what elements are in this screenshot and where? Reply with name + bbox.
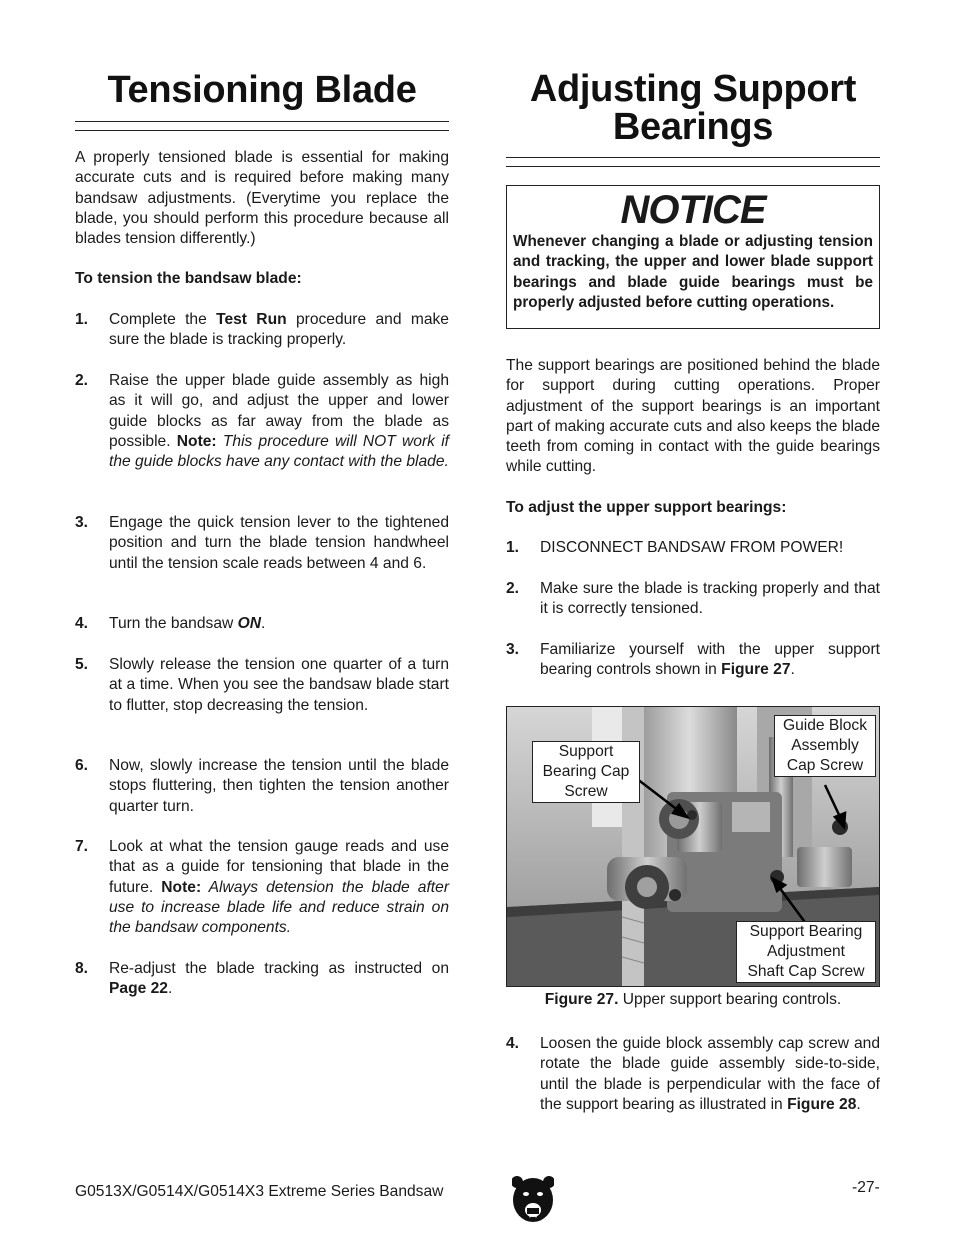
title-rule-bottom bbox=[75, 130, 449, 131]
title-rule-top bbox=[506, 157, 880, 158]
step-item bbox=[75, 959, 449, 1000]
step-item bbox=[75, 371, 449, 472]
step-item bbox=[75, 614, 449, 634]
notice-box bbox=[506, 185, 880, 329]
step-number: 8. bbox=[75, 960, 89, 977]
notice-body: Whenever changing a blade or adjusting tension and tracking, the upper and lower blade support bearings and blade guide bearings must be properly adjusted before cutting operations. bbox=[513, 233, 873, 311]
figure-27-photo bbox=[506, 706, 880, 987]
callout-support-bearing-cap-screw: Support Bearing Cap Screw bbox=[532, 741, 640, 803]
title-rule-top bbox=[75, 121, 449, 122]
figure-caption: Figure 27. Upper support bearing controls. bbox=[544, 991, 842, 1008]
step-number: 3. bbox=[506, 641, 520, 658]
step-item bbox=[75, 756, 449, 817]
step-number: 2. bbox=[506, 580, 520, 597]
step-number: 4. bbox=[506, 1035, 520, 1052]
step-text: Re-adjust the blade tracking as instructed on Page 22. bbox=[109, 960, 449, 998]
procedure-heading: To tension the bandsaw blade: bbox=[75, 270, 302, 287]
section-title-tensioning: Tensioning Blade bbox=[107, 69, 417, 111]
step-number: 1. bbox=[506, 539, 520, 556]
page-number: -27- bbox=[852, 1179, 880, 1196]
step-number: 1. bbox=[75, 311, 89, 328]
step-text: Raise the upper blade guide assembly as high as it will go, and adjust the upper and lower guide blocks as far away from the blade as possible. Note: This procedure will NOT work if the guide blocks have any contact with the blade. bbox=[109, 372, 449, 471]
step-item bbox=[506, 579, 880, 620]
step-item bbox=[75, 310, 449, 351]
step-number: 3. bbox=[75, 514, 89, 531]
step-text: Familiarize yourself with the upper support bearing controls shown in Figure 27. bbox=[540, 641, 880, 679]
step-item bbox=[75, 837, 449, 938]
title-rule-bottom bbox=[506, 166, 880, 167]
intro-paragraph: The support bearings are positioned behind the blade for support during cutting operations. Proper adjustment of the support bearings is an important part of making accurate cuts and also keeps the blade teeth from coming in contact with the guide bearings while cutting. bbox=[506, 357, 880, 476]
step-text: Slowly release the tension one quarter of a turn at a time. When you see the bandsaw blade start to flutter, stop decreasing the tension. bbox=[109, 656, 449, 714]
step-text: DISCONNECT BANDSAW FROM POWER! bbox=[540, 539, 844, 556]
step-item bbox=[506, 1034, 880, 1115]
section-title-support-bearings: Adjusting Support Bearings bbox=[529, 68, 857, 148]
step-item bbox=[75, 655, 449, 716]
step-text: Make sure the blade is tracking properly and that it is correctly tensioned. bbox=[540, 580, 880, 618]
step-number: 2. bbox=[75, 372, 89, 389]
step-text: Complete the Test Run procedure and make sure the blade is tracking properly. bbox=[109, 311, 449, 349]
callout-adjustment-shaft-cap-screw: Support Bearing Adjustment Shaft Cap Screw bbox=[736, 921, 876, 983]
step-text: Loosen the guide block assembly cap screw and rotate the blade guide assembly side-to-side, until the blade is perpendicular with the face of the support bearing as illustrated in Figure 28. bbox=[540, 1035, 880, 1113]
step-item bbox=[506, 538, 880, 558]
step-number: 7. bbox=[75, 838, 89, 855]
step-number: 5. bbox=[75, 656, 89, 673]
step-number: 6. bbox=[75, 757, 89, 774]
step-text: Look at what the tension gauge reads and use that as a guide for tensioning that blade in the future. Note: Always detension the blade after use to increase blade life and reduce strain on the bandsaw components. bbox=[109, 838, 450, 937]
footer-model: G0513X/G0514X/G0514X3 Extreme Series Bandsaw bbox=[75, 1183, 444, 1200]
step-text: Turn the bandsaw ON. bbox=[109, 615, 266, 632]
intro-paragraph: A properly tensioned blade is essential for making accurate cuts and is required before making many bandsaw adjustments. (Everytime you replace the blade, you should perform this procedure because all blades tension differently.) bbox=[75, 149, 449, 248]
step-number: 4. bbox=[75, 615, 89, 632]
step-item bbox=[75, 513, 449, 574]
step-item bbox=[506, 640, 880, 681]
bear-head-logo-icon bbox=[512, 1172, 554, 1224]
callout-guide-block-cap-screw: Guide Block Assembly Cap Screw bbox=[774, 715, 876, 777]
step-text: Engage the quick tension lever to the tightened position and turn the blade tension handwheel until the tension scale reads between 4 and 6. bbox=[109, 514, 449, 572]
notice-title: NOTICE bbox=[620, 188, 766, 232]
procedure-heading: To adjust the upper support bearings: bbox=[506, 499, 787, 516]
step-text: Now, slowly increase the tension until the blade stops fluttering, then tighten the tension another quarter turn. bbox=[109, 757, 449, 815]
